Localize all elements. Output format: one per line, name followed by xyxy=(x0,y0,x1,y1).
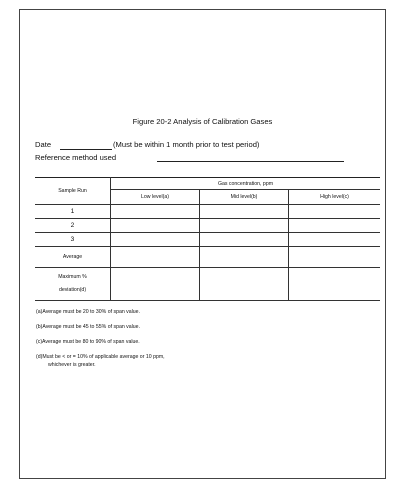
low-cell[interactable] xyxy=(111,233,200,247)
max-deviation-row xyxy=(35,268,380,301)
table-row xyxy=(35,219,380,233)
date-note: (Must be within 1 month prior to test period) xyxy=(113,140,260,149)
mid-level-header: Mid level(b) xyxy=(200,190,289,205)
table-row xyxy=(35,205,380,219)
mid-cell[interactable] xyxy=(200,268,289,301)
mid-cell[interactable] xyxy=(200,233,289,247)
table-row xyxy=(35,233,380,247)
calibration-table xyxy=(35,177,380,301)
sample-run-header: Sample Run xyxy=(35,178,111,205)
high-level-header: High level(c) xyxy=(289,190,381,205)
footnote-d-continued: whichever is greater. xyxy=(48,362,96,368)
gas-concentration-header: Gas concentration, ppm xyxy=(111,178,381,190)
average-row xyxy=(35,247,380,268)
low-cell[interactable] xyxy=(111,205,200,219)
footnote-a: (a)Average must be 20 to 30% of span value. xyxy=(36,309,141,315)
max-deviation-line2: deviation(d) xyxy=(58,287,87,293)
run-label: 3 xyxy=(35,233,111,247)
date-label: Date xyxy=(35,140,52,149)
low-cell[interactable] xyxy=(111,247,200,268)
max-deviation-label xyxy=(35,268,111,301)
form-page xyxy=(19,9,386,479)
mid-cell[interactable] xyxy=(200,219,289,233)
low-cell[interactable] xyxy=(111,219,200,233)
high-cell[interactable] xyxy=(289,205,381,219)
run-label: 2 xyxy=(35,219,111,233)
date-field[interactable] xyxy=(60,149,112,150)
footnote-c: (c)Average must be 80 to 90% of span value. xyxy=(36,339,140,345)
high-cell[interactable] xyxy=(289,219,381,233)
reference-method-field[interactable] xyxy=(157,161,344,162)
footnote-d: (d)Must be < or = 10% of applicable average or 10 ppm, xyxy=(36,354,165,360)
mid-cell[interactable] xyxy=(200,247,289,268)
run-label: 1 xyxy=(35,205,111,219)
high-cell[interactable] xyxy=(289,268,381,301)
average-label: Average xyxy=(35,247,111,268)
footnote-b: (b)Average must be 45 to 55% of span value. xyxy=(36,324,141,330)
high-cell[interactable] xyxy=(289,247,381,268)
figure-title: Figure 20-2 Analysis of Calibration Gases xyxy=(132,117,273,126)
high-cell[interactable] xyxy=(289,233,381,247)
low-level-header: Low level(a) xyxy=(111,190,200,205)
max-deviation-line1: Maximum % xyxy=(58,274,87,280)
low-cell[interactable] xyxy=(111,268,200,301)
mid-cell[interactable] xyxy=(200,205,289,219)
reference-method-label: Reference method used xyxy=(35,153,117,162)
